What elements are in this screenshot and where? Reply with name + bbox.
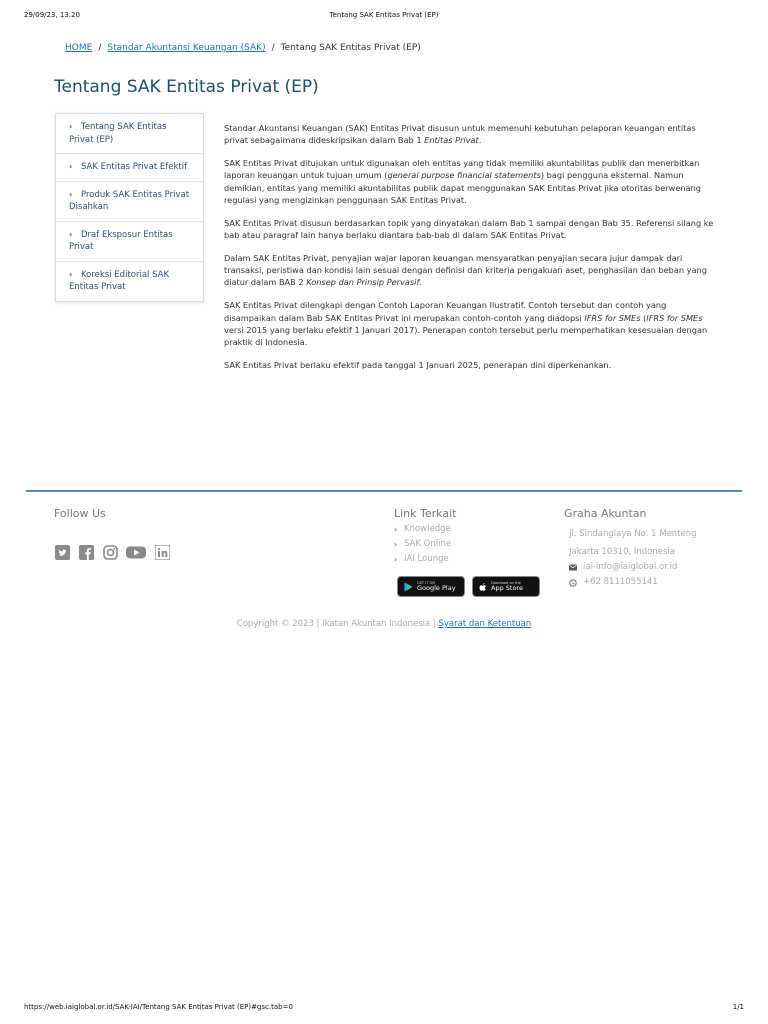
chevron-right-icon: › [69,269,73,279]
print-title: Tentang SAK Entitas Privat (EP) [329,11,439,19]
content-paragraph [224,122,714,147]
footer-divider [26,490,742,492]
text-emphasis: IFRS for SMEs [646,312,703,323]
breadcrumb-sak-link[interactable]: Standar Akuntansi Keuangan (SAK) [107,43,266,53]
copyright-text: Copyright © 2023 | Ikatan Akuntan Indonesia | [236,619,439,629]
terms-link[interactable]: Syarat dan Ketentuan [438,619,532,629]
content-paragraph: SAK Entitas Privat berlaku efektif pada tanggal 1 Januari 2025, penerapan dini diperkenankan. [224,359,612,370]
print-footer [0,1003,768,1015]
sidebar-item-label: SAK Entitas Privat Efektif [81,162,188,172]
content-paragraph [224,252,714,289]
app-store-label: App Store [491,584,523,592]
breadcrumb [65,43,421,53]
link-label: IAI Lounge [404,554,449,564]
social-links [54,545,170,560]
google-play-small: GET IT ON [417,581,435,585]
google-play-text [417,581,456,592]
address [569,525,697,561]
text-run: ( [640,312,647,323]
related-links-heading: Link Terkait [394,507,457,520]
content-paragraph [224,299,714,348]
print-header [0,11,768,23]
chevron-right-icon: › [69,162,73,171]
link-label: SAK Online [404,539,452,549]
text-emphasis: Entitas Privat [424,135,479,146]
email-text: iai-info@iaiglobal.or.id [583,562,678,572]
text-run: . [478,135,482,146]
envelope-icon [569,564,577,571]
page-title: Tentang SAK Entitas Privat (EP) [54,77,319,97]
whatsapp-icon [569,579,577,587]
chevron-right-icon: › [69,122,73,131]
text-run: SAK Entitas Privat dilengkapi dengan Contoh Laporan Keuangan Ilustratif. Contoh tersebut dan contoh yang disampaikan dalam Bab SAK Entitas Privat ini merupakan contoh-contoh yang diadopsi [224,300,667,323]
sidebar-item-produk[interactable] [56,182,203,222]
follow-us-heading: Follow Us [54,507,106,520]
chevron-right-icon: › [394,540,398,549]
chevron-right-icon: › [69,229,73,239]
chevron-right-icon: › [394,525,398,534]
print-url: https://web.iaiglobal.or.id/SAK-IAI/Tentang SAK Entitas Privat (EP)#gsc.tab=0 [24,1003,293,1011]
content-paragraph: SAK Entitas Privat disusun berdasarkan topik yang dinyatakan dalam Bab 1 sampai dengan Bab 35. Referensi silang ke bab atau paragraf lain hanya berlaku diantara bab-bab di dalam SAK Entitas Privat. [224,217,714,241]
google-play-icon [404,582,413,592]
text-emphasis: Konsep dan Prinsip Pervasif [306,277,420,288]
content-paragraph [224,157,714,206]
app-store-small: Download on the [491,581,521,585]
phone-text: +62 8111055141 [583,577,658,587]
breadcrumb-separator: / [271,43,275,53]
link-label: Knowledge [404,524,451,534]
text-run: ) bagi pengguna eksternal. Namun demikian, entitas yang memiliki akuntabilitas publik dapat menggunakan SAK Entitas Privat jika otoritas berwenang regulasi yang mengizinkan penggunaan SAK Entitas Privat. [224,170,701,205]
breadcrumb-home-link[interactable]: HOME [65,43,93,53]
text-run: versi 2015 yang berlaku efektif 1 Januari 2017). Penerapan contoh tersebut perlu memperhatikan kesesuaian dengan praktik di Indonesia. [224,324,708,348]
address-line-1: Jl. Sindanglaya No. 1 Menteng [569,529,697,539]
text-run: . [419,277,422,288]
sidebar-item-label: Produk SAK Entitas Privat Disahkan [69,189,190,212]
copyright [0,619,768,629]
contact-info [569,560,677,590]
breadcrumb-separator: / [98,43,102,53]
related-link-knowledge[interactable] [394,522,451,537]
sidebar-item-koreksi[interactable] [56,262,203,301]
email-contact[interactable] [569,560,677,575]
facebook-icon[interactable] [78,545,94,560]
breadcrumb-current: Tentang SAK Entitas Privat (EP) [280,43,421,53]
phone-contact[interactable] [569,575,677,590]
apple-icon [479,582,487,592]
linkedin-icon[interactable] [154,545,170,560]
youtube-icon[interactable] [126,545,146,560]
google-play-label: Google Play [417,584,456,592]
app-store-button[interactable] [472,576,540,597]
text-run: Standar Akuntansi Keuangan (SAK) Entitas Privat disusun untuk memenuhi kebutuhan pelaporan keuangan entitas privat sebagaimana dideskripsikan dalam Bab 1 [224,123,696,146]
sidebar-item-label: Koreksi Editorial SAK Entitas Privat [69,269,170,292]
chevron-right-icon: › [394,555,398,564]
app-store-buttons [397,576,540,597]
sidebar-item-efektif[interactable] [56,154,203,182]
sidebar-item-label: Tentang SAK Entitas Privat (EP) [69,122,167,145]
text-emphasis: general purpose financial statements [387,170,541,181]
related-link-iai-lounge[interactable] [394,552,451,567]
text-emphasis: IFRS for SMEs [584,312,641,323]
related-links-list [394,522,451,567]
graha-akuntan-heading: Graha Akuntan [564,507,647,520]
twitter-icon[interactable] [54,545,70,560]
print-page-number: 1/1 [732,1003,744,1011]
sidebar-item-tentang[interactable] [56,114,203,154]
main-content [224,122,714,382]
chevron-right-icon: › [69,189,73,199]
print-datetime: 29/09/23, 13.20 [24,11,80,19]
related-link-sak-online[interactable] [394,537,451,552]
text-run: Dalam SAK Entitas Privat, penyajian wajar laporan keuangan mensyaratkan penyajian secara jujur dampak dari transaksi, peristiwa dan kondisi lain sesuai dengan definisi dan kriteria pengakuan aset, penghasilan dan beban yang diatur dalam BAB 2 [224,252,707,288]
app-store-text [491,581,523,592]
address-line-2: Jakarta 10310, Indonesia [569,547,675,557]
sidebar-item-label: Draf Eksposur Entitas Privat [69,229,173,252]
sidebar-menu [55,113,204,302]
google-play-button[interactable] [397,576,465,597]
instagram-icon[interactable] [102,545,118,560]
text-run: SAK Entitas Privat ditujukan untuk digunakan oleh entitas yang tidak memiliki akuntabilitas publik dan menerbitkan laporan keuangan untuk tujuan umum ( [224,158,700,181]
sidebar-item-draf[interactable] [56,222,203,262]
